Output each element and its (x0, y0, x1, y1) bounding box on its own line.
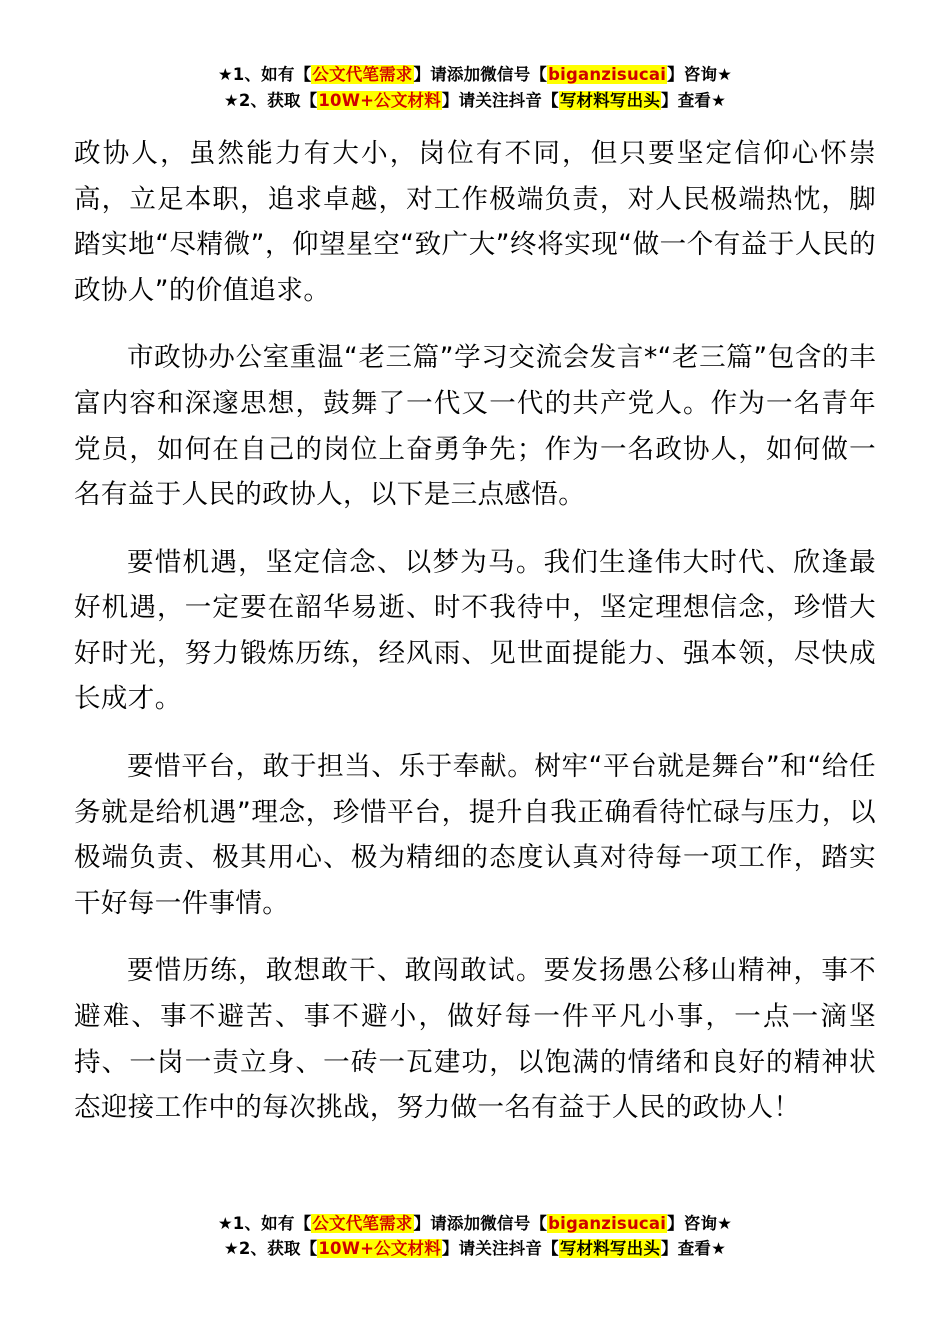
document-body (74, 131, 876, 1131)
promo-line2-bracket2-open: 【 (542, 90, 559, 110)
promo-line1-highlight: 公文代笔需求 (312, 65, 413, 84)
promo-line1-bracket-close: 】 (413, 1213, 431, 1233)
promo-line1-bracket2-open: 【 (530, 1213, 548, 1233)
promo-line1-bracket2-close: 】 (667, 65, 684, 84)
promo-line1-wechat-id: biganzisucai (548, 65, 667, 84)
paragraph: 政协人，虽然能力有大小，岗位有不同，但只要坚定信仰心怀崇高，立足本职，追求卓越，对工作极端负责，对人民极端热忱，脚踏实地“尽精微”，仰望星空“致广大”终将实现“做一个有益于人民的政协人”的价值追求。 (74, 138, 876, 306)
promo-line1-bracket-close: 】 (413, 65, 431, 84)
promo-line2-lead: ★2、获取 (223, 1239, 301, 1259)
promo-line2-bracket-open: 【 (300, 1239, 318, 1259)
promo-line2-bracket-close: 】 (441, 90, 459, 110)
promo-line1-lead: ★1、如有 (217, 1213, 295, 1233)
promo-line2-douyin-name: 写材料写出头 (559, 1239, 661, 1259)
paragraph: 市政协办公室重温“老三篇”学习交流会发言*“老三篇”包含的丰富内容和深邃思想，鼓舞了一代又一代的共产党人。作为一名青年党员，如何在自己的岗位上奋勇争先；作为一名政协人，如何做一名有益于人民的政协人，以下是三点感悟。 (74, 342, 876, 511)
promo-line2-bracket2-close: 】 (661, 1239, 678, 1259)
promo-line2-bracket2-open: 【 (542, 1239, 559, 1259)
promo-banner-bottom-line1 (74, 1211, 876, 1237)
promo-line1-bracket-open: 【 (294, 65, 312, 84)
paragraph: 要惜机遇，坚定信念、以梦为马。我们生逢伟大时代、欣逢最好机遇，一定要在韶华易逝、时不我待中，坚定理想信念，珍惜大好时光，努力锻炼历练，经风雨、见世面提能力、强本领，尽快成长成才。 (74, 546, 876, 715)
promo-line2-bracket2-close: 】 (661, 90, 678, 110)
promo-line2-bracket-open: 【 (300, 90, 318, 110)
promo-line1-tail: 咨询★ (683, 1213, 733, 1233)
promo-banner-top (74, 62, 876, 113)
promo-banner-bottom (74, 1211, 876, 1304)
promo-line2-lead: ★2、获取 (223, 90, 301, 110)
promo-line1-bracket-open: 【 (294, 1213, 312, 1233)
promo-line1-tail: 咨询★ (683, 65, 733, 84)
promo-line1-lead: ★1、如有 (217, 65, 295, 84)
promo-line1-mid: 请添加微信号 (430, 65, 531, 84)
promo-line2-tail: 查看★ (677, 90, 727, 110)
promo-line2-mid: 请关注抖音 (458, 90, 543, 110)
promo-line1-mid: 请添加微信号 (430, 1213, 531, 1233)
promo-line2-mid: 请关注抖音 (458, 1239, 543, 1259)
paragraph: 要惜历练，敢想敢干、敢闯敢试。要发扬愚公移山精神，事不避难、事不避苦、事不避小，做好每一件平凡小事，一点一滴坚持、一岗一责立身、一砖一瓦建功，以饱满的情绪和良好的精神状态迎接工作中的每次挑战，努力做一名有益于人民的政协人！ (74, 955, 876, 1124)
promo-line1-wechat-id: biganzisucai (548, 1213, 667, 1233)
promo-line1-highlight: 公文代笔需求 (312, 1213, 413, 1233)
promo-line2-highlight: 10W+公文材料 (318, 90, 441, 110)
promo-line1-bracket2-close: 】 (667, 1213, 684, 1233)
promo-line2-bracket-close: 】 (441, 1239, 459, 1259)
promo-banner-top-line1 (74, 62, 876, 88)
paragraph: 要惜平台，敢于担当、乐于奉献。树牢“平台就是舞台”和“给任务就是给机遇”理念，珍惜平台，提升自我正确看待忙碌与压力，以极端负责、极其用心、极为精细的态度认真对待每一项工作，踏实干好每一件事情。 (74, 751, 876, 919)
promo-line2-douyin-name: 写材料写出头 (559, 90, 661, 110)
promo-banner-bottom-line2 (74, 1236, 876, 1262)
promo-banner-top-line2 (74, 88, 876, 114)
promo-line2-tail: 查看★ (677, 1239, 727, 1259)
promo-line1-bracket2-open: 【 (530, 65, 548, 84)
promo-line2-highlight: 10W+公文材料 (318, 1239, 441, 1259)
